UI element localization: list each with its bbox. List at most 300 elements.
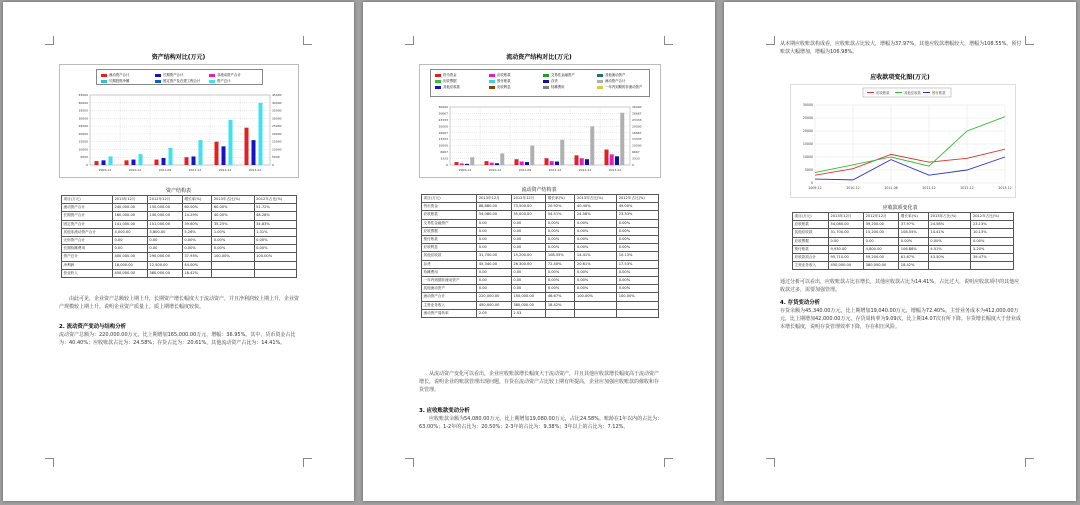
tick-label: 45000	[272, 93, 282, 97]
table-row	[422, 252, 659, 260]
legend-label: 长期投资净额	[109, 79, 130, 83]
table-row	[422, 236, 659, 244]
table-cell	[575, 301, 617, 309]
crop-mark	[303, 36, 312, 45]
bar	[530, 146, 534, 165]
table-cell: 0.00%	[575, 227, 617, 235]
table-cell: 增长率(%)	[546, 195, 575, 203]
asset-structure-chart	[59, 64, 299, 178]
table-cell: 17.53%	[617, 260, 659, 268]
table-cell: 150,000.00	[511, 293, 546, 301]
table-cell: 100.00%	[617, 293, 659, 301]
table-cell: 预付账款	[793, 245, 829, 253]
tick-label: 2010-12	[488, 168, 502, 172]
table-cell	[971, 262, 1014, 270]
table-cell: 35,000.00	[511, 211, 546, 219]
tick-label: 30000	[272, 116, 282, 121]
table-cell: 23.33%	[617, 211, 659, 219]
table-cell: 应收利息	[422, 244, 477, 252]
table-cell: 12,500.00	[147, 261, 182, 269]
table-cell: 380,000.00	[864, 262, 899, 270]
table-cell: 290,000.00	[147, 253, 182, 261]
bar	[545, 158, 549, 165]
tick-label: 26667	[438, 111, 448, 116]
table-cell: 37.97%	[899, 221, 929, 229]
legend-label: 其他应收款	[904, 91, 921, 95]
table-cell: 2013年占比(%)	[928, 213, 971, 221]
page-2	[363, 2, 715, 501]
tick-label: 0	[446, 163, 448, 167]
table-cell: 380,000.00	[511, 301, 546, 309]
table-row	[62, 204, 297, 212]
table-cell	[254, 261, 296, 269]
bar	[259, 103, 263, 165]
table-cell: 0.00%	[575, 236, 617, 244]
tick-label: 20000	[802, 129, 813, 133]
tick-label: 5000	[804, 168, 813, 172]
page-1	[3, 2, 354, 501]
tick-label: 6667	[632, 150, 640, 155]
table-cell: 0.00	[511, 219, 546, 227]
bar	[465, 164, 469, 165]
table-cell: 0.00%	[212, 245, 254, 253]
table-cell: 预付账款	[422, 236, 477, 244]
bar	[590, 126, 594, 165]
tick-label: 10000	[78, 147, 88, 152]
table-cell: 0.00%	[575, 268, 617, 276]
table-cell: 0.00	[511, 236, 546, 244]
table-cell: 货币资金	[422, 203, 477, 211]
table-header-row	[62, 196, 297, 204]
table-cell: 0.00%	[617, 219, 659, 227]
bar	[490, 163, 494, 165]
tick-label: 5000	[272, 155, 280, 160]
tick-label: 23333	[438, 117, 448, 122]
table-cell: 39.47%	[971, 254, 1014, 262]
table-cell: 待摊费用	[422, 268, 477, 276]
table-cell: 95,710.00	[829, 254, 864, 262]
table-cell: 2012年占比(%)	[617, 195, 659, 203]
table-title: 应收款项变化表	[882, 205, 918, 211]
table-cell: 0.00	[511, 227, 546, 235]
tick-label: 2013-12	[998, 186, 1012, 190]
table-cell: 应收票据	[422, 227, 477, 235]
table-cell: 0.00	[477, 268, 512, 276]
table-cell: 0.00%	[971, 237, 1014, 245]
table-cell	[575, 309, 617, 317]
bar	[620, 113, 624, 165]
table-header-row	[422, 195, 659, 203]
table-cell: 101,000.00	[147, 220, 182, 228]
chart-title: 应收款项变化图(万元)	[870, 74, 930, 81]
table-cell: 150,000.00	[147, 204, 182, 212]
paragraph: 由此可见，企业资产总额较上期上升，长期资产增长幅度大于流动资产，并且净利润较上期上升，企业资产规模较上期上升。说明企业资产质量上，质上期增长幅度较快。	[59, 296, 300, 310]
tick-label: 45000	[78, 93, 88, 97]
tick-label: 30000	[78, 116, 88, 121]
table-cell	[617, 309, 659, 317]
asset-structure-plot	[60, 65, 298, 177]
table-cell: 73,500.00	[511, 203, 546, 211]
table-cell	[617, 301, 659, 309]
table-cell: 0.00%	[575, 285, 617, 293]
legend-label: 非流动资产合计	[217, 73, 241, 77]
table-cell: 流动资产合计	[62, 204, 113, 212]
crop-mark	[1025, 36, 1034, 45]
crop-mark	[45, 36, 54, 45]
bar	[585, 159, 589, 165]
table-cell: 其他非流动资产合计	[62, 228, 113, 236]
tick-label: 20000	[272, 131, 282, 136]
tick-label: 10000	[272, 147, 282, 152]
table-cell: 100.00%	[575, 293, 617, 301]
table-cell: 2.53	[511, 309, 546, 317]
table-cell: 0.00	[477, 244, 512, 252]
table-cell: 2012年占比(%)	[254, 196, 296, 204]
section-heading: 4. 存货变动分析	[780, 300, 821, 306]
tick-label: 15000	[78, 139, 88, 144]
table-cell: 其他应收款	[422, 252, 477, 260]
tick-label: 30000	[802, 103, 813, 107]
legend-label: 资产总计	[217, 79, 231, 83]
table-row	[422, 277, 659, 285]
tick-label: 2009-12	[808, 186, 822, 190]
table-row	[62, 253, 297, 261]
table-cell: 4,800.00	[864, 245, 899, 253]
table-cell: 49.00%	[617, 203, 659, 211]
table-cell: 5.26%	[182, 228, 211, 236]
table-cell: 增长率(%)	[899, 213, 929, 221]
bar	[550, 161, 554, 165]
bar	[515, 159, 519, 165]
table-cell: 0.00	[112, 245, 147, 253]
table-cell: 24.58%	[575, 211, 617, 219]
table-cell: 240,000.00	[112, 204, 147, 212]
tick-label: 2012-12	[960, 186, 974, 190]
tick-label: 10000	[802, 155, 813, 159]
table-row	[793, 262, 1014, 270]
table-cell: 4,000.00	[112, 228, 147, 236]
table-row	[422, 219, 659, 227]
table-cell: 14.29%	[182, 212, 211, 220]
tick-label: 15000	[802, 142, 813, 146]
legend-label: 货币资金	[443, 73, 457, 77]
tick-label: 13333	[438, 137, 448, 142]
table-cell: 0.00%	[254, 245, 296, 253]
tick-label: 6667	[440, 150, 448, 155]
table-cell: 0.00%	[546, 285, 575, 293]
table-cell: 3,800.00	[147, 228, 182, 236]
table-cell: 160,000.00	[112, 212, 147, 220]
table-row	[422, 309, 659, 317]
table-row	[793, 237, 1014, 245]
table-cell: 0.00%	[617, 285, 659, 293]
table-cell: 净利润	[62, 261, 113, 269]
table-cell: 1.00%	[212, 228, 254, 236]
bar	[125, 160, 129, 165]
table-cell: 100.00%	[254, 253, 296, 261]
series-line	[815, 157, 1005, 180]
table-cell: 40.00%	[212, 212, 254, 220]
table-cell: 应收账款	[422, 211, 477, 219]
table-cell: 应收款项合计	[793, 254, 829, 262]
legend-label: 流动资产合计	[109, 73, 130, 77]
section-heading: 2. 流动资产变动与结构分析	[59, 324, 126, 330]
bar	[95, 161, 99, 165]
table-cell: 0.00	[511, 268, 546, 276]
table-cell: 18,000.00	[112, 261, 147, 269]
table-row	[62, 237, 297, 245]
tick-label: 0	[810, 181, 813, 185]
bar	[162, 158, 166, 165]
crop-mark	[405, 458, 414, 467]
table-cell: 0.00	[147, 237, 182, 245]
chart-title: 流动资产结构对比(万元)	[506, 54, 572, 61]
table-cell: 2.05	[477, 309, 512, 317]
table-row	[422, 244, 659, 252]
table-cell: 37.93%	[182, 253, 211, 261]
table-cell: 1.31%	[254, 228, 296, 236]
table-cell: 34.83%	[254, 220, 296, 228]
tick-label: 2010-12	[128, 168, 142, 172]
table-cell: 0.00%	[617, 227, 659, 235]
table-cell: 0.00%	[546, 268, 575, 276]
table-cell: 18.42%	[546, 301, 575, 309]
tick-label: 20000	[632, 124, 642, 129]
table-cell: 流动资产合计	[422, 293, 477, 301]
tick-label: 25000	[272, 124, 282, 129]
table-cell: 0.00%	[575, 244, 617, 252]
legend-label: 固定资产及在建工程合计	[163, 79, 201, 83]
table-cell: 其他流动资产	[422, 285, 477, 293]
table-cell: 39,200.00	[864, 221, 899, 229]
table-header-row	[793, 213, 1014, 221]
paragraph: 通过分析可以看出，应收账款占比在增长，其他应收款占比为14.41%，占比过大，说明应收款项中的其他应收款过多，需要加强管理。	[780, 279, 1020, 293]
table-cell	[546, 309, 575, 317]
table-cell: 0.00%	[254, 237, 296, 245]
table-cell: 2013年12月	[112, 196, 147, 204]
table-cell: 450,000.00	[477, 301, 512, 309]
table-cell: 流动资产周转率	[422, 309, 477, 317]
table-cell: 0.00%	[212, 237, 254, 245]
tick-label: 40000	[272, 100, 282, 105]
crop-mark	[766, 36, 775, 45]
table-cell: 0.00%	[928, 237, 971, 245]
table-cell: 100.00%	[212, 253, 254, 261]
bar	[560, 140, 564, 165]
table-cell: 54.51%	[546, 211, 575, 219]
bar	[229, 120, 233, 165]
table-title: 资产结构表	[165, 188, 191, 194]
table-cell: 应收账款	[793, 221, 829, 229]
table-cell: 380,000.00	[147, 269, 182, 277]
table-cell: 存货	[422, 260, 477, 268]
tick-label: 35000	[272, 108, 282, 113]
table-cell: 20.92%	[546, 203, 575, 211]
crop-mark	[664, 36, 673, 45]
tick-label: 25000	[802, 116, 813, 120]
paragraph: 从本期应收账款构成看，应收账款占比较大，增幅为37.97%。其他应收款增幅较大，增幅为108.55%。预付账款大幅增加，增幅为106.98%。	[780, 41, 1022, 55]
table-cell: 0.00%	[182, 245, 211, 253]
bar	[102, 160, 106, 165]
table-cell: 0.00	[477, 285, 512, 293]
legend-label: 长期资产合计	[163, 73, 184, 77]
table-cell: 长期资产合计	[62, 212, 113, 220]
tick-label: 2013-12	[608, 168, 622, 172]
table-cell: 26,300.00	[511, 260, 546, 268]
table-cell: 400,000.00	[112, 253, 147, 261]
table-row	[793, 229, 1014, 237]
tick-label: 2013-12	[248, 168, 262, 172]
table-cell: 14.41%	[575, 252, 617, 260]
bar	[580, 158, 584, 165]
table-cell: 108.55%	[899, 229, 929, 237]
table-cell	[254, 269, 296, 277]
bar	[605, 150, 609, 165]
table-cell: 18.42%	[899, 262, 929, 270]
table-cell: 2012年12月	[864, 213, 899, 221]
table-cell: 0.00	[511, 244, 546, 252]
asset-structure-table	[61, 195, 297, 278]
bar	[252, 140, 256, 165]
paragraph: 存货余额为45,340.00万元，比上期增加19,040.00万元，增幅为72.40%。主营业务成本为412,000.00万元，比上期增加42,000.00万元，存货周转率为9.09次，比上期14.07次有所下降。存货增长幅度大于营业成本增长幅度，说明存货管理效率下降，存在积压风险。	[780, 308, 1021, 330]
tick-label: 0	[272, 163, 274, 167]
table-cell: 0.00%	[546, 227, 575, 235]
table-cell: 2012年12月	[511, 195, 546, 203]
section-heading: 3. 应收账款变动分析	[419, 408, 470, 414]
table-row	[62, 228, 297, 236]
table-cell: 10.13%	[971, 229, 1014, 237]
table-cell: 0.00	[511, 285, 546, 293]
table-cell: 39.60%	[182, 220, 211, 228]
table-cell: 61.67%	[899, 254, 929, 262]
bar	[185, 157, 189, 165]
bar	[555, 162, 559, 165]
table-row	[422, 227, 659, 235]
table-cell: 0.00	[477, 227, 512, 235]
table-cell: 2013年12月	[477, 195, 512, 203]
tick-label: 0	[632, 163, 634, 167]
table-cell: 0.00	[864, 237, 899, 245]
table-cell: 0.00%	[899, 237, 929, 245]
table-cell: 项目(万元)	[62, 196, 113, 204]
table-cell	[212, 261, 254, 269]
tick-label: 16667	[438, 130, 448, 135]
table-cell: 450,000.00	[829, 262, 864, 270]
table-cell: 15,200.00	[511, 252, 546, 260]
table-cell: 项目(万元)	[422, 195, 477, 203]
table-cell: 其他应收款	[793, 229, 829, 237]
tick-label: 2009-12	[458, 168, 472, 172]
bar	[460, 163, 464, 165]
bar	[455, 162, 459, 165]
tick-label: 2009-12	[98, 168, 112, 172]
legend-label: 交易性金融资产	[551, 73, 575, 77]
tick-label: 13333	[632, 137, 642, 142]
tick-label: 10000	[438, 143, 448, 148]
table-cell: 48.28%	[254, 212, 296, 220]
table-cell: 220,000.00	[477, 293, 512, 301]
table-cell: 0.00%	[617, 277, 659, 285]
receivables-table	[792, 212, 1014, 270]
table-row	[422, 285, 659, 293]
table-cell: 3.20%	[971, 245, 1014, 253]
table-row	[422, 301, 659, 309]
table-cell: 108.55%	[546, 252, 575, 260]
legend-label: 流动资产合计	[605, 79, 626, 83]
table-cell: 交易性金融资产	[422, 219, 477, 227]
table-cell: 31,700.00	[477, 252, 512, 260]
legend-label: 其他应收款	[443, 85, 460, 89]
table-row	[62, 212, 297, 220]
table-cell: 35.25%	[212, 220, 254, 228]
bar	[575, 155, 579, 165]
legend-label: 应收利息	[497, 85, 511, 89]
table-cell: 0.00%	[546, 219, 575, 227]
table-row	[422, 211, 659, 219]
table-cell: 88,880.00	[477, 203, 512, 211]
bar	[610, 154, 614, 165]
legend-label: 预付账款	[497, 79, 511, 83]
tick-label: 20000	[78, 131, 88, 136]
table-cell: 0.00%	[617, 236, 659, 244]
bar	[500, 153, 504, 165]
table-cell: 资产总计	[62, 253, 113, 261]
current-asset-table	[421, 194, 659, 318]
table-cell: 43.50%	[928, 254, 971, 262]
table-cell: 0.00%	[617, 244, 659, 252]
table-cell: 15,200.00	[864, 229, 899, 237]
table-row	[422, 268, 659, 276]
table-cell: 450,000.00	[112, 269, 147, 277]
table-cell: 2012年12月	[147, 196, 182, 204]
table-cell: 59,200.00	[864, 254, 899, 262]
table-cell: 2013年占比(%)	[212, 196, 254, 204]
table-cell: 2012年占比(%)	[971, 213, 1014, 221]
tick-label: 2011-12	[922, 186, 936, 190]
receivables-plot	[791, 85, 1015, 197]
table-cell: 9,930.00	[829, 245, 864, 253]
table-cell: 0.00	[477, 277, 512, 285]
table-cell: 0.00%	[182, 237, 211, 245]
table-cell	[928, 262, 971, 270]
legend-label: 应收账款	[876, 91, 890, 95]
chart-title: 资产结构对比(万元)	[151, 54, 206, 61]
table-cell: 0.00	[477, 219, 512, 227]
bar	[109, 156, 113, 165]
legend-label: 一年内到期的非流动资产	[605, 85, 643, 89]
bar	[132, 160, 136, 165]
table-cell	[212, 269, 254, 277]
tick-label: 15000	[272, 139, 282, 144]
receivables-chart	[790, 84, 1016, 198]
table-cell: 一年内到期非流动资产	[422, 277, 477, 285]
tick-label: 2010-12	[846, 186, 860, 190]
tick-label: 2012-12	[218, 168, 232, 172]
table-cell: 4.51%	[928, 245, 971, 253]
page-3	[724, 2, 1076, 501]
legend-label: 其他流动资产	[605, 73, 626, 77]
table-row	[62, 245, 297, 253]
bar	[470, 157, 474, 165]
table-cell: 24.58%	[928, 221, 971, 229]
tick-label: 40000	[78, 100, 88, 105]
table-cell: 增长率(%)	[182, 196, 211, 204]
bar	[615, 156, 619, 165]
crop-mark	[303, 458, 312, 467]
tick-label: 16667	[632, 130, 642, 135]
tick-label: 26667	[632, 111, 642, 116]
table-cell: 106.88%	[899, 245, 929, 253]
